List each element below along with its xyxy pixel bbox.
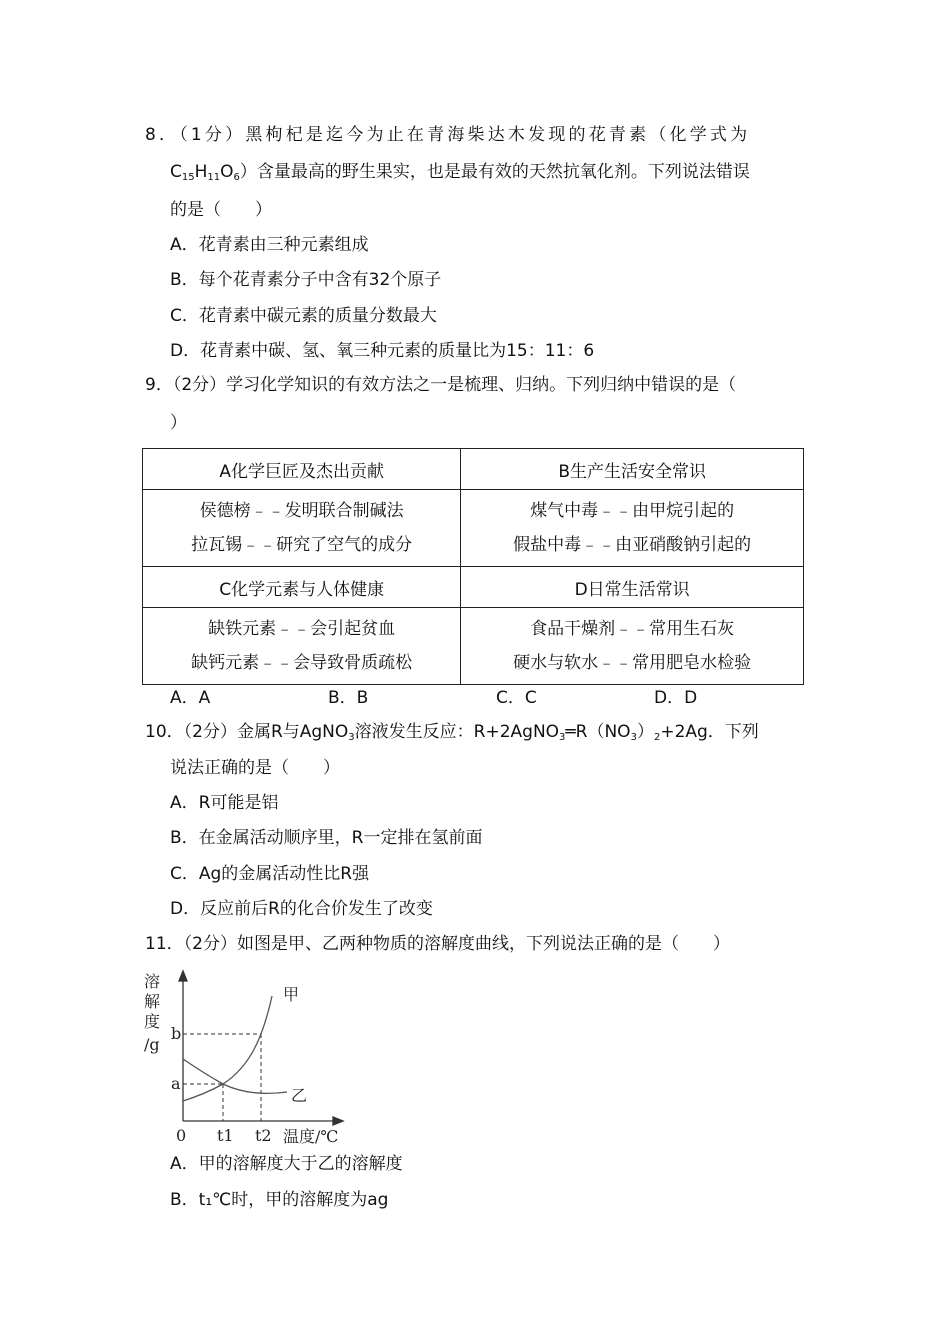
q11-stem: 11．（2分）如图是甲、乙两种物质的溶解度曲线，下列说法正确的是（ ） <box>145 934 730 954</box>
q10-option-c[interactable]: C．Ag的金属活动性比R强 <box>170 864 370 884</box>
q10-option-b[interactable]: B．在金属活动顺序里，R一定排在氢前面 <box>170 828 483 848</box>
q8-option-b[interactable]: B．每个花青素分子中含有32个原子 <box>170 270 442 290</box>
q9-option-b[interactable]: B．B <box>328 688 369 708</box>
tick-a: a <box>171 1074 181 1093</box>
q11-option-a[interactable]: A．甲的溶解度大于乙的溶解度 <box>170 1154 403 1174</box>
curve-yi <box>183 1059 287 1093</box>
cell-b-body: 煤气中毒﹣﹣由甲烷引起的 假盐中毒﹣﹣由亚硝酸钠引起的 <box>461 490 804 567</box>
q10-stem-line2: 说法正确的是（ ） <box>170 758 340 778</box>
q8-stem-line2: $C_{15}H_{11}O_6$）含量最高的野生果实，也是最有效的天然抗氧化剂。下列说法错误 <box>170 162 750 183</box>
tick-origin: 0 <box>176 1126 187 1145</box>
solubility-graph <box>140 965 360 1150</box>
q8-stem-line3: 的是（ ） <box>170 200 272 220</box>
q8-option-a[interactable]: A．花青素由三种元素组成 <box>170 235 369 255</box>
q8-option-d[interactable]: D．花青素中碳、氢、氧三种元素的质量比为15：11：6 <box>170 341 595 361</box>
curve-jia <box>183 996 272 1101</box>
ylabel-4: /g <box>144 1035 160 1054</box>
ylabel-2: 解 <box>144 992 161 1011</box>
cell-d-body: 食品干燥剂﹣﹣常用生石灰 硬水与软水﹣﹣常用肥皂水检验 <box>461 608 804 685</box>
label-yi: 乙 <box>291 1086 308 1105</box>
cell-d-head: D日常生活常识 <box>461 567 804 608</box>
flavonoid-formula: $C_{15}H_{11}O_6$ <box>170 162 240 183</box>
cell-a-body: 侯德榜﹣﹣发明联合制碱法 拉瓦锡﹣﹣研究了空气的成分 <box>143 490 461 567</box>
q10-stem-line1: 10．（2分）金属R与AgNO$_3$溶液发生反应：$R+2AgNO_3═R(NO_3)_2+2Ag$．下列 <box>145 722 759 743</box>
q9-option-d[interactable]: D．D <box>654 688 698 708</box>
q9-stem-line1: 9．（2分）学习化学知识的有效方法之一是梳理、归纳。下列归纳中错误的是（ <box>145 375 737 395</box>
q9-stem-line2: ） <box>170 413 187 433</box>
q10-option-d[interactable]: D．反应前后R的化合价发生了改变 <box>170 899 433 919</box>
q8-option-c[interactable]: C．花青素中碳元素的质量分数最大 <box>170 306 437 326</box>
y-axis-arrow <box>179 971 187 981</box>
q8-stem-line1: 8．（1分）黑枸杞是迄今为止在青海柴达木发现的花青素（化学式为 <box>145 125 751 145</box>
q11-option-b[interactable]: B．t₁℃时，甲的溶解度为ag <box>170 1190 389 1210</box>
ylabel-3: 度 <box>144 1012 161 1031</box>
label-jia: 甲 <box>283 985 300 1004</box>
cell-c-body: 缺铁元素﹣﹣会引起贫血 缺钙元素﹣﹣会导致骨质疏松 <box>143 608 461 685</box>
q9-option-c[interactable]: C．C <box>496 688 537 708</box>
tick-b: b <box>171 1024 182 1043</box>
q10-option-a[interactable]: A．R可能是铝 <box>170 793 279 813</box>
tick-t1: t1 <box>217 1126 234 1145</box>
cell-a-head: A化学巨匠及杰出贡献 <box>143 449 461 490</box>
cell-b-head: B生产生活安全常识 <box>461 449 804 490</box>
x-axis-arrow <box>333 1117 343 1125</box>
q9-table <box>142 448 804 685</box>
q9-option-a[interactable]: A．A <box>170 688 211 708</box>
tick-t2: t2 <box>255 1126 272 1145</box>
cell-c-head: C化学元素与人体健康 <box>143 567 461 608</box>
ylabel-1: 溶 <box>144 972 161 991</box>
xlabel: 温度/℃ <box>283 1127 339 1146</box>
